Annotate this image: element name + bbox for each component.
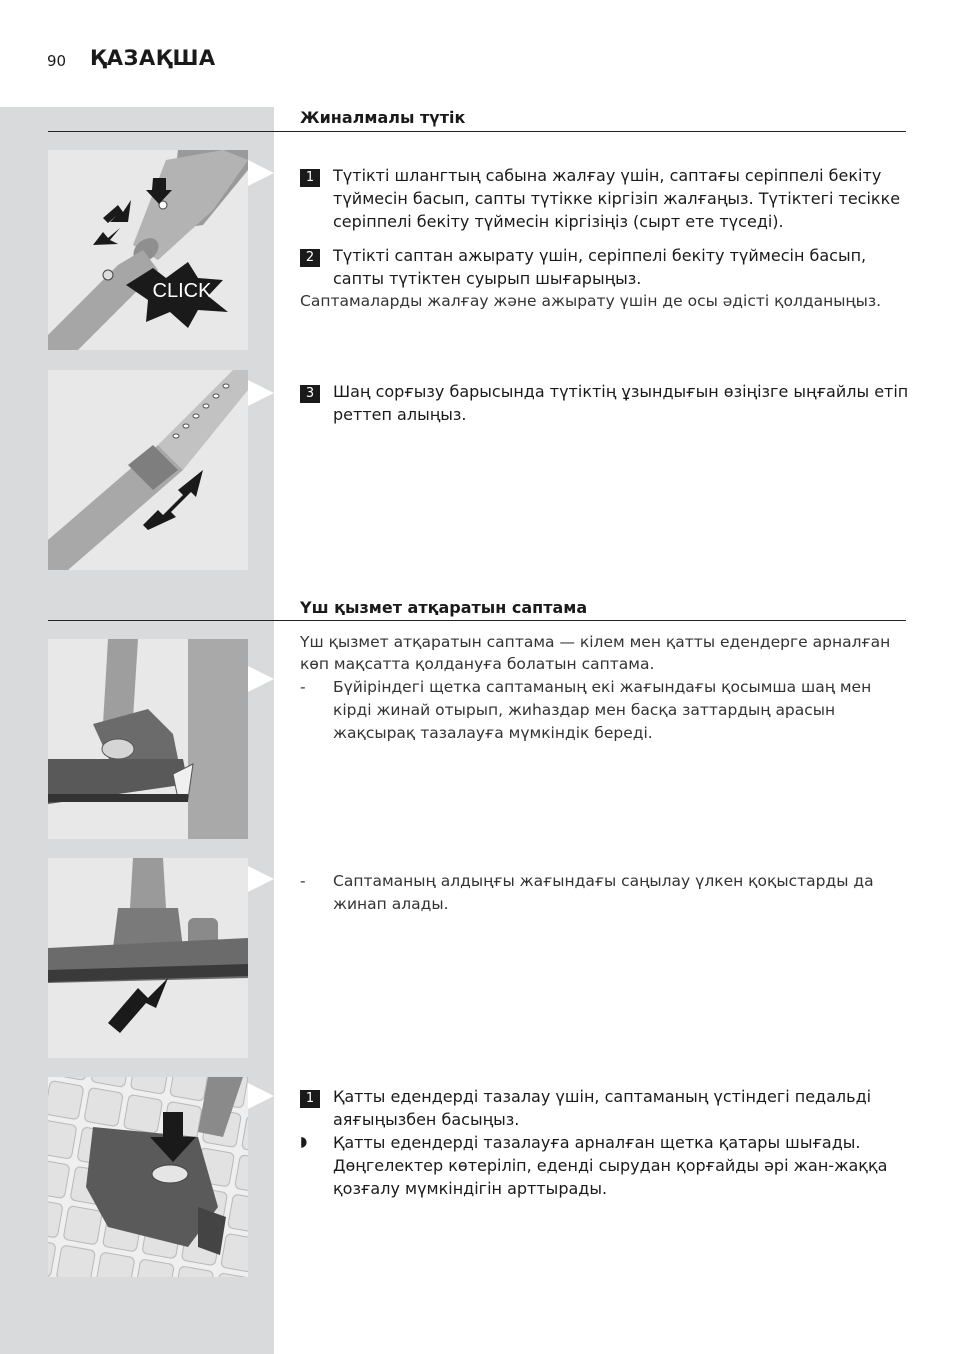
note-text: Саптамаларды жалғау және ажырату үшін де осы әдісті қолданыңыз.: [300, 292, 882, 310]
figure-pointer: [248, 160, 274, 186]
step-text: Қатты едендерді тазалау үшін, саптаманың үстіндегі педальді аяғыңызбен басыңыз.: [333, 1087, 872, 1129]
page-number: 90: [47, 52, 67, 70]
feature-text: Саптаманың алдыңғы жағындағы саңылау үлкен қоқыстарды да жинап алады.: [333, 872, 874, 913]
figure-nozzle-front-opening: [48, 858, 248, 1058]
step-text: Түтікті шлангтың сабына жалғау үшін, саптағы серіппелі бекіту түймесін басып, сапты түтікке кіргізіп жалғаңыз. Түтіктегі тесікке серіппелі бекіту түймесін кіргізіңіз (сырт ете түседі).: [333, 166, 901, 231]
figure-pointer: [248, 666, 274, 692]
step-number: 1: [300, 169, 320, 187]
language-title: ҚАЗАҚША: [90, 46, 216, 70]
section-title-telescopic-tube: Жиналмалы түтік: [300, 108, 466, 127]
figure-pointer: [248, 380, 274, 406]
result-text: Қатты едендерді тазалауға арналған щетка қатары шығады. Дөңгелектер көтеріліп, еденді сырудан қорғайды әрі жан-жаққа қозғалу мүмкіндігін арттырады.: [333, 1133, 888, 1198]
section-divider: [48, 620, 906, 621]
figure-nozzle-pedal: [48, 1077, 248, 1277]
step-number: 2: [300, 249, 320, 267]
figure-pointer: [248, 1083, 274, 1109]
figure-pointer: [248, 866, 274, 892]
step-text: Шаң сорғызу барысында түтіктің ұзындығын өзіңізге ыңғайлы етіп реттеп алыңыз.: [333, 382, 909, 424]
step-text: Түтікті саптан ажырату үшін, серіппелі бекіту түймесін басып, сапты түтіктен суырып шығарыңыз.: [333, 246, 867, 288]
section-title-nozzle: Үш қызмет атқаратын саптама: [300, 598, 588, 617]
dash-mark: -: [300, 872, 306, 890]
intro-text: Үш қызмет атқаратын саптама — кілем мен қатты едендерге арналған көп мақсатта қолдануға болатын саптама.: [300, 633, 891, 673]
click-label: CLICK: [152, 280, 212, 302]
step-number: 1: [300, 1090, 320, 1108]
step-number: 3: [300, 385, 320, 403]
figure-tube-connect: [48, 150, 248, 350]
figure-tube-adjust: [48, 370, 248, 570]
section-divider: [48, 131, 906, 132]
feature-text: Бүйіріндегі щетка саптаманың екі жағындағы қосымша шаң мен кірді жинай отырып, жиһаздар мен басқа заттардың арасын жақсырақ тазалауға мүмкіндік береді.: [333, 678, 872, 742]
figure-nozzle-side-brush: [48, 639, 248, 839]
dash-mark: -: [300, 678, 306, 696]
result-mark: ◗: [300, 1134, 308, 1150]
